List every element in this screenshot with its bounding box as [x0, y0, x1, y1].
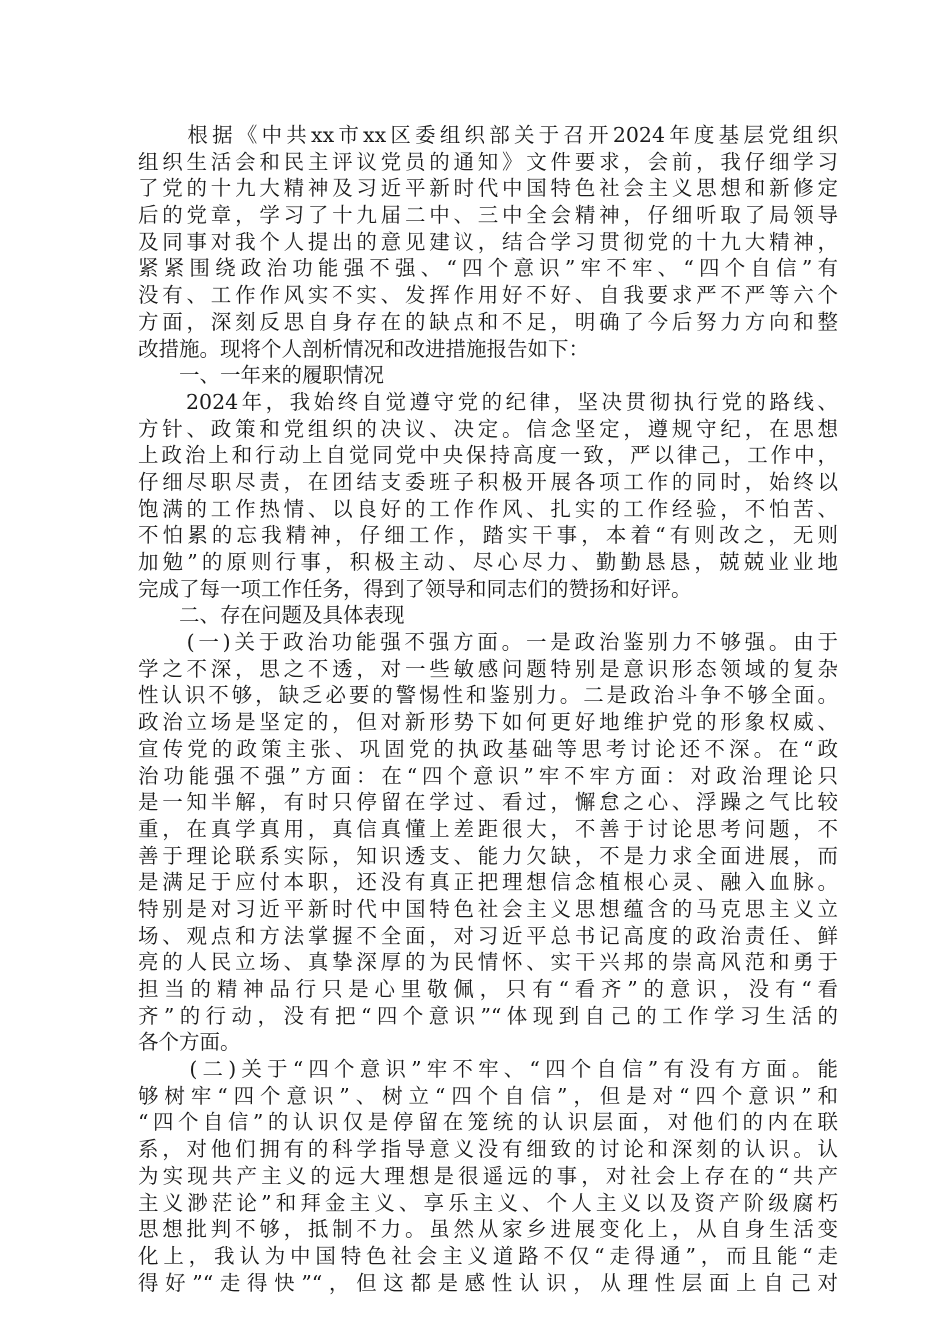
text-line: 重，在真学真用，真信真懂上差距很大，不善于讨论思考问题，不: [138, 816, 838, 841]
text-line: 善于理论联系实际，知识透支、能力欠缺，不是力求全面进展，而: [138, 843, 838, 868]
text-line: 根据《中共xx市xx区委组织部关于召开2024年度基层党组织: [138, 123, 838, 147]
text-line: 加勉”的原则行事，积极主动、尽心尽力、勤勤恳恳，兢兢业业地: [138, 550, 838, 574]
text-line: (一)关于政治功能强不强方面。一是政治鉴别力不够强。由于: [138, 630, 838, 655]
document-body: [138, 122, 838, 1296]
text-line: 2024年，我始终自觉遵守党的纪律，坚决贯彻执行党的路线、: [138, 389, 838, 414]
text-line: 特别是对习近平新时代中国特色社会主义思想蕴含的马克思主义立: [138, 896, 838, 921]
text-line: 性认识不够，缺乏必要的警惕性和鉴别力。二是政治斗争不够全面。: [138, 683, 838, 708]
text-line: 方面，深刻反思自身存在的缺点和不足，明确了今后努力方向和整: [138, 309, 838, 334]
text-line: 上政治上和行动上自觉同党中央保持高度一致，严以律己，工作中，: [138, 443, 838, 468]
text-line: 治功能强不强”方面：在“四个意识”牢不牢方面：对政治理论只: [138, 763, 838, 788]
text-line: 为实现共产主义的远大理想是很遥远的事，对社会上存在的“共产: [138, 1163, 838, 1188]
text-line: 方针、政策和党组织的决议、决定。信念坚定，遵规守纪，在思想: [138, 416, 838, 441]
text-line: 了党的十九大精神及习近平新时代中国特色社会主义思想和新修定: [138, 176, 838, 201]
text-line: 是满足于应付本职，还没有真正把理想信念植根心灵、融入血脉。: [138, 870, 838, 895]
text-line: 主义渺茫论”和拜金主义、享乐主义、个人主义以及资产阶级腐朽: [138, 1190, 838, 1215]
text-line: 够树牢“四个意识”、树立“四个自信”，但是对“四个意识”和: [138, 1083, 838, 1108]
text-line: “四个自信”的认识仅是停留在笼统的认识层面，对他们的内在联: [138, 1110, 838, 1135]
text-line: 化上，我认为中国特色社会主义道路不仅“走得通”，而且能“走: [138, 1243, 838, 1268]
text-line: 完成了每一项工作任务，得到了领导和同志们的赞扬和好评。: [138, 576, 692, 601]
text-line: 齐”的行动，没有把“四个意识”“体现到自己的工作学习生活的: [138, 1003, 838, 1028]
text-line: 得好”“走得快”“，但这都是感性认识，从理性层面上自己对: [138, 1270, 838, 1295]
text-line: 没有、工作作风实不实、发挥作用好不好、自我要求严不严等六个: [138, 283, 838, 308]
text-line: 场、观点和方法掌握不全面，对习近平总书记高度的政治责任、鲜: [138, 923, 838, 948]
text-line: 是一知半解，有时只停留在学过、看过，懈怠之心、浮躁之气比较: [138, 790, 838, 815]
text-line: 政治立场是坚定的，但对新形势下如何更好地维护党的形象权威、: [138, 710, 838, 735]
text-line: 改措施。现将个人剖析情况和改进措施报告如下：: [138, 336, 589, 361]
text-line: 学之不深，思之不透，对一些敏感问题特别是意识形态领域的复杂: [138, 656, 838, 681]
text-line: 一、一年来的履职情况: [138, 363, 384, 388]
text-line: 宣传党的政策主张、巩固党的执政基础等思考讨论还不深。在“政: [138, 736, 838, 761]
text-line: 各个方面。: [138, 1030, 241, 1055]
text-line: 后的党章，学习了十九届二中、三中全会精神，仔细听取了局领导: [138, 203, 838, 228]
text-line: 思想批判不够，抵制不力。虽然从家乡进展变化上，从自身生活变: [138, 1217, 838, 1242]
text-line: 系，对他们拥有的科学指导意义没有细致的讨论和深刻的认识。认: [138, 1137, 838, 1162]
text-line: 及同事对我个人提出的意见建议，结合学习贯彻党的十九大精神，: [138, 229, 838, 254]
text-line: 组织生活会和民主评议党员的通知》文件要求，会前，我仔细学习: [138, 149, 838, 174]
text-line: 不怕累的忘我精神，仔细工作，踏实干事，本着“有则改之，无则: [138, 523, 838, 548]
text-line: 二、存在问题及具体表现: [138, 603, 405, 628]
text-line: 紧紧围绕政治功能强不强、“四个意识”牢不牢、“四个自信”有: [138, 256, 838, 281]
text-line: 亮的人民立场、真挚深厚的为民情怀、实干兴邦的崇高风范和勇于: [138, 950, 838, 975]
text-line: 饱满的工作热情、以良好的工作作风、扎实的工作经验，不怕苦、: [138, 496, 838, 521]
text-line: 担当的精神品行只是心里敬佩，只有“看齐”的意识，没有“看: [138, 977, 838, 1001]
text-line: (二)关于“四个意识”牢不牢、“四个自信”有没有方面。能: [138, 1057, 838, 1082]
text-line: 仔细尽职尽责，在团结支委班子积极开展各项工作的同时，始终以: [138, 469, 838, 494]
